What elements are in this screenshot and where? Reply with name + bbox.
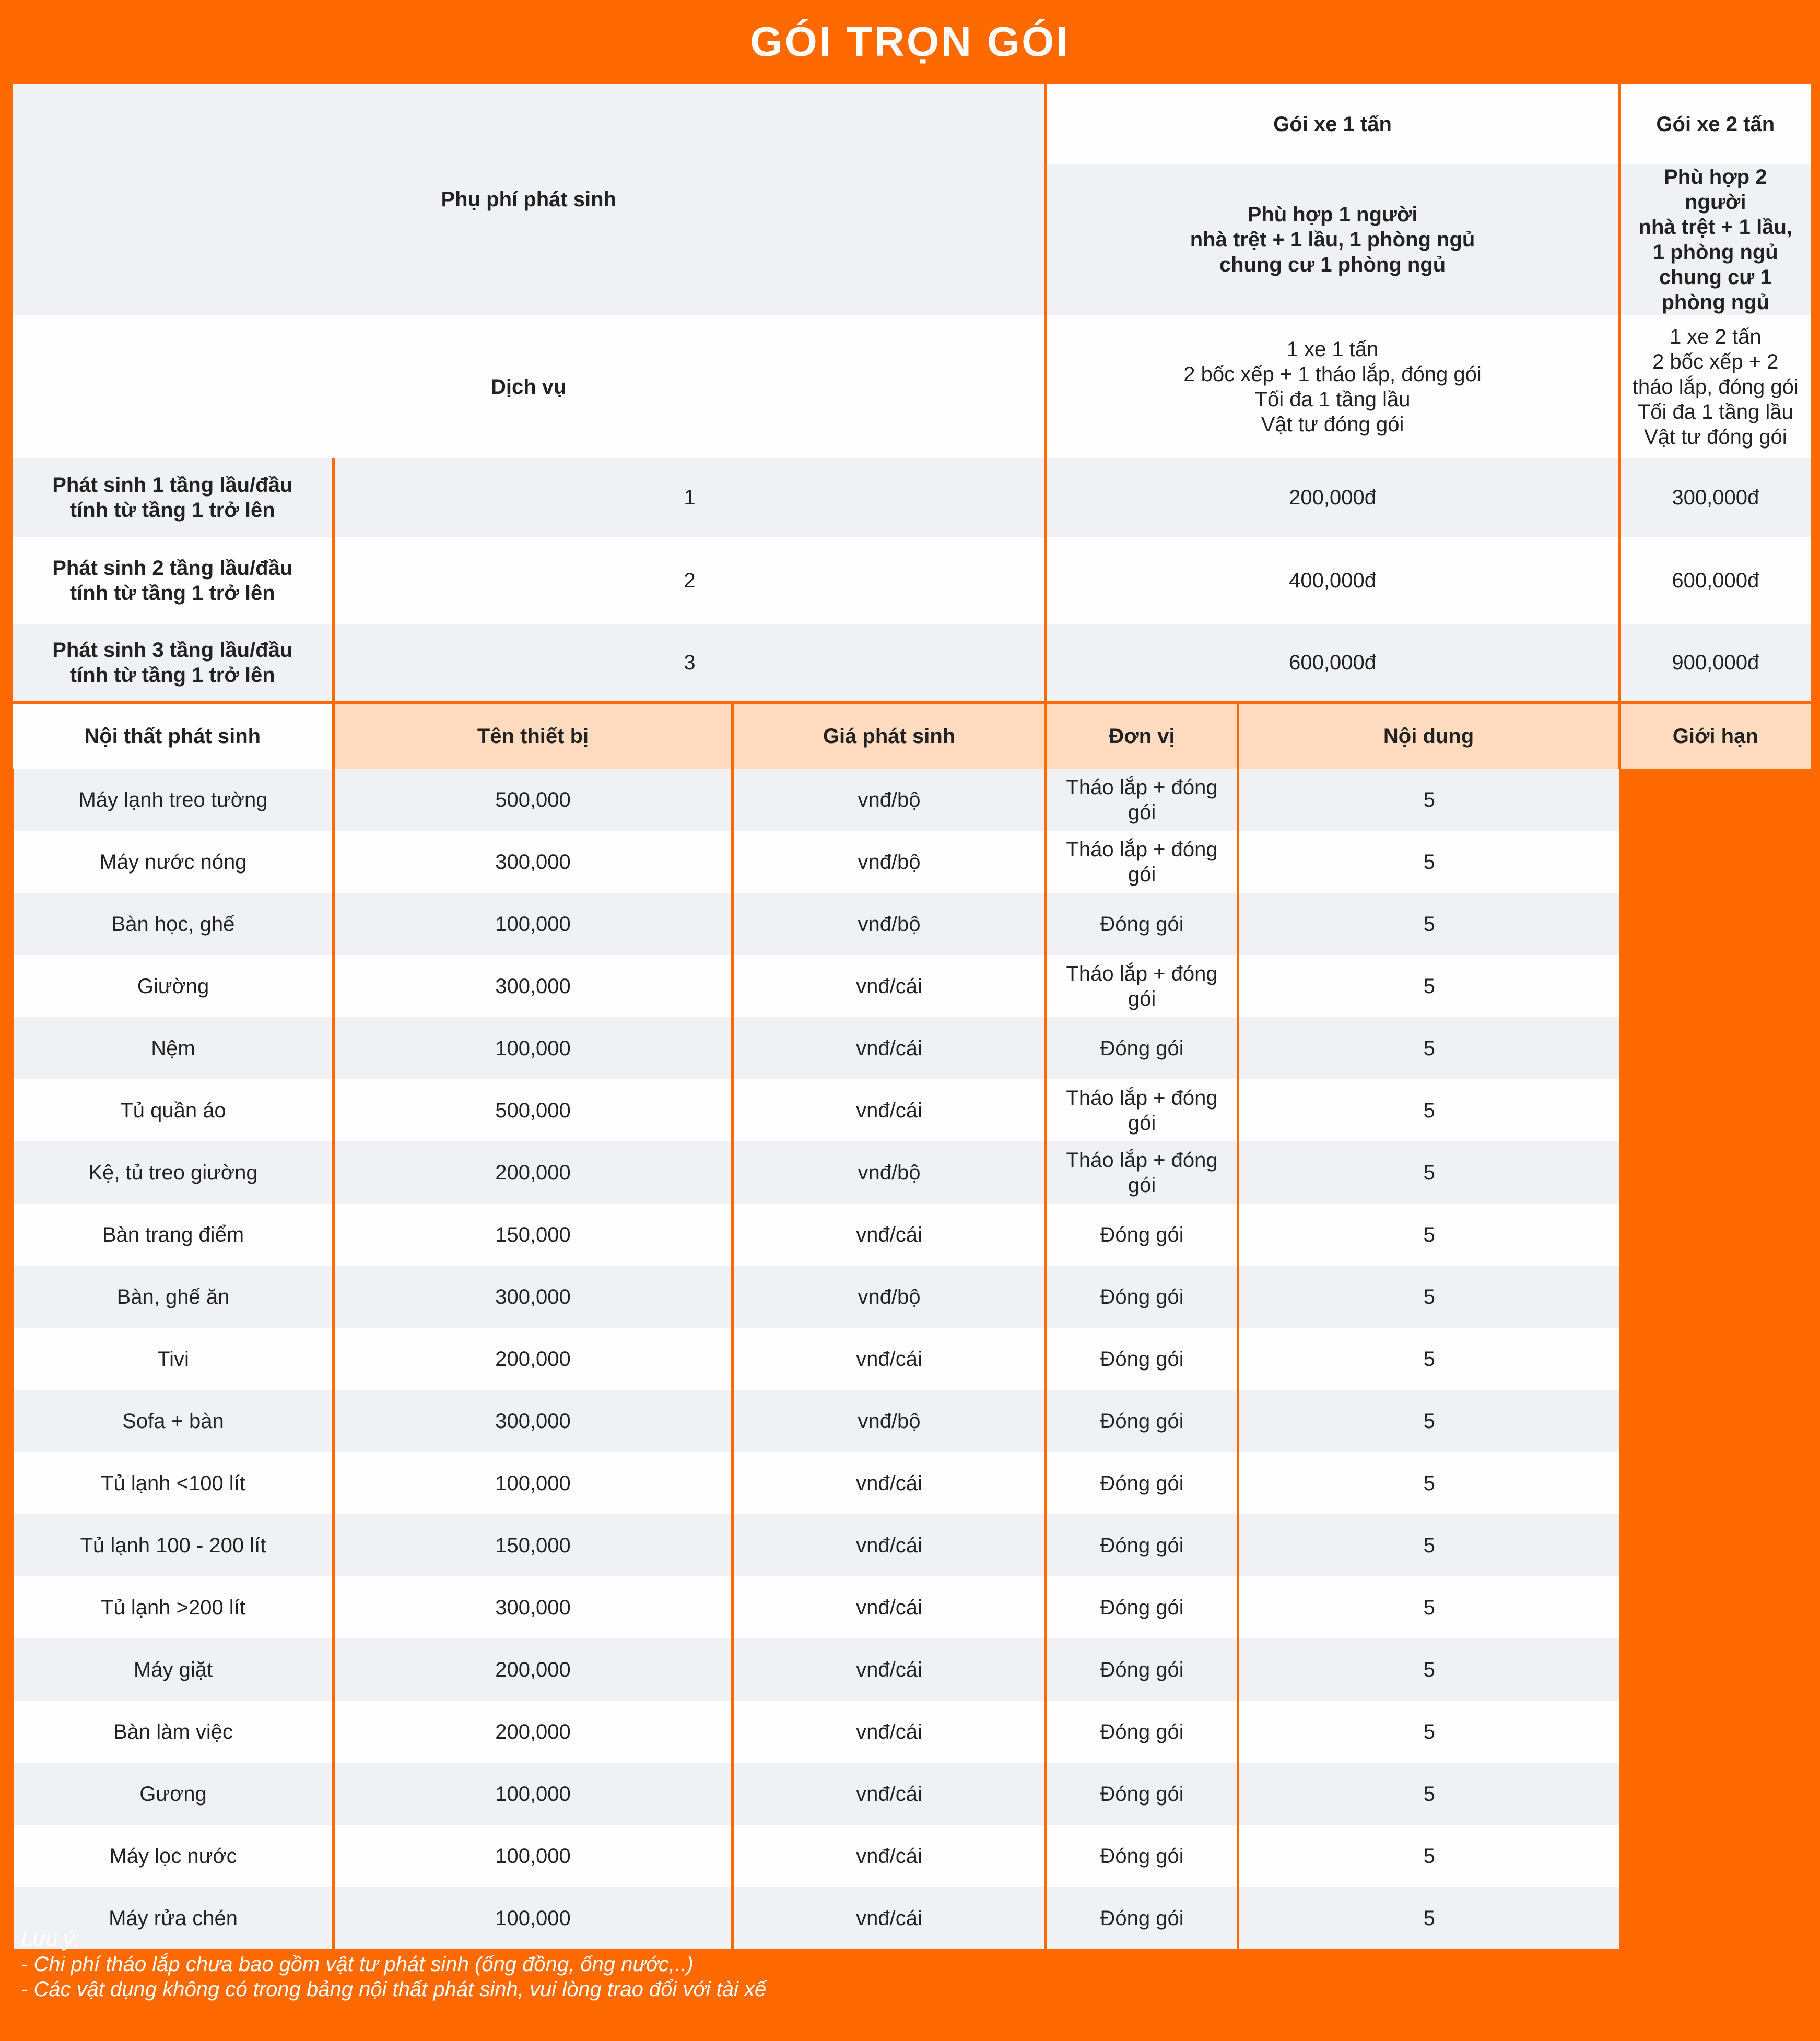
content: Đóng gói	[1046, 1266, 1238, 1328]
limit: 5	[1238, 1204, 1619, 1266]
extra-price: 100,000	[334, 1452, 733, 1514]
floor-count: 2	[334, 537, 1046, 624]
unit: vnđ/cái	[733, 1017, 1046, 1079]
content: Đóng gói	[1046, 1701, 1238, 1763]
unit: vnđ/cái	[733, 1452, 1046, 1514]
limit: 5	[1238, 1452, 1619, 1514]
extra-price: 200,000	[334, 1638, 733, 1701]
extra-price: 500,000	[334, 769, 733, 831]
floor-label: Phát sinh 2 tầng lầu/đầu tính từ tầng 1 trở lên	[52, 556, 293, 605]
limit: 5	[1238, 1701, 1619, 1763]
content: Tháo lắp + đóng gói	[1046, 831, 1238, 893]
limit: 5	[1238, 1390, 1619, 1452]
content: Đóng gói	[1046, 1452, 1238, 1514]
extra-price: 200,000	[334, 1328, 733, 1390]
furniture-row	[13, 1638, 1811, 1701]
furniture-row	[13, 769, 1811, 831]
content: Đóng gói	[1046, 1017, 1238, 1079]
device-name: Tivi	[13, 1328, 334, 1390]
device-name: Gương	[13, 1763, 334, 1825]
device-name: Tủ lạnh <100 lít	[13, 1452, 334, 1514]
pricing-table	[11, 84, 1811, 1949]
column-header-limit: Giới hạn	[1619, 702, 1811, 769]
device-name: Tủ lạnh >200 lít	[13, 1576, 334, 1638]
device-name: Kệ, tủ treo giường	[13, 1141, 334, 1204]
extra-price: 300,000	[334, 955, 733, 1017]
content: Đóng gói	[1046, 893, 1238, 955]
content: Đóng gói	[1046, 1328, 1238, 1390]
limit: 5	[1238, 1576, 1619, 1638]
extra-price: 300,000	[334, 1266, 733, 1328]
unit: vnđ/cái	[733, 1079, 1046, 1141]
device-name: Máy giặt	[13, 1638, 334, 1701]
limit: 5	[1238, 1079, 1619, 1141]
limit: 5	[1238, 893, 1619, 955]
extra-price: 500,000	[334, 1079, 733, 1141]
unit: vnđ/cái	[733, 1763, 1046, 1825]
content: Đóng gói	[1046, 1825, 1238, 1887]
content: Tháo lắp + đóng gói	[1046, 955, 1238, 1017]
extra-price: 100,000	[334, 1825, 733, 1887]
content: Tháo lắp + đóng gói	[1046, 1141, 1238, 1204]
floor-count: 1	[334, 458, 1046, 537]
limit: 5	[1238, 1638, 1619, 1701]
furniture-row	[13, 1141, 1811, 1204]
unit: vnđ/cái	[733, 1576, 1046, 1638]
device-name: Máy rửa chén	[13, 1887, 334, 1949]
content: Đóng gói	[1046, 1638, 1238, 1701]
content: Tháo lắp + đóng gói	[1046, 1079, 1238, 1141]
limit: 5	[1238, 1141, 1619, 1204]
device-name: Máy lọc nước	[13, 1825, 334, 1887]
unit: vnđ/bộ	[733, 769, 1046, 831]
unit: vnđ/cái	[733, 955, 1046, 1017]
column-header-price: Giá phát sinh	[733, 702, 1046, 769]
floor-price-1: 600,000đ	[1046, 624, 1619, 702]
unit: vnđ/cái	[733, 1825, 1046, 1887]
extra-price: 100,000	[334, 893, 733, 955]
content: Đóng gói	[1046, 1390, 1238, 1452]
furniture-section-label: Nội thất phát sinh	[13, 702, 334, 769]
furniture-row	[13, 1204, 1811, 1266]
limit: 5	[1238, 831, 1619, 893]
package-2-service: 1 xe 2 tấn 2 bốc xếp + 2 tháo lắp, đóng gói Tối đa 1 tầng lầu Vật tư đóng gói	[1619, 315, 1811, 458]
floor-row	[13, 458, 1811, 537]
device-name: Sofa + bàn	[13, 1390, 334, 1452]
furniture-row	[13, 1701, 1811, 1763]
notes	[21, 1927, 1796, 2002]
limit: 5	[1238, 1017, 1619, 1079]
unit: vnđ/bộ	[733, 831, 1046, 893]
limit: 5	[1238, 1266, 1619, 1328]
extra-price: 300,000	[334, 1576, 733, 1638]
extra-price: 300,000	[334, 1390, 733, 1452]
furniture-row	[13, 1079, 1811, 1141]
content: Tháo lắp + đóng gói	[1046, 769, 1238, 831]
furniture-row	[13, 1514, 1811, 1576]
floor-label: Phát sinh 3 tầng lầu/đầu tính từ tầng 1 trở lên	[52, 638, 293, 687]
content: Đóng gói	[1046, 1887, 1238, 1949]
floor-count: 3	[334, 624, 1046, 702]
content: Đóng gói	[1046, 1763, 1238, 1825]
floor-price-2: 600,000đ	[1619, 537, 1811, 624]
furniture-row	[13, 1328, 1811, 1390]
limit: 5	[1238, 769, 1619, 831]
furniture-row	[13, 1452, 1811, 1514]
device-name: Máy lạnh treo tường	[13, 769, 334, 831]
package-1-name: Gói xe 1 tấn	[1046, 84, 1619, 164]
device-name: Giường	[13, 955, 334, 1017]
unit: vnđ/cái	[733, 1204, 1046, 1266]
unit: vnđ/bộ	[733, 1390, 1046, 1452]
furniture-row	[13, 1266, 1811, 1328]
limit: 5	[1238, 1763, 1619, 1825]
floor-price-2: 300,000đ	[1619, 458, 1811, 537]
column-header-unit: Đơn vị	[1046, 702, 1238, 769]
package-1-service: 1 xe 1 tấn 2 bốc xếp + 1 tháo lắp, đóng gói Tối đa 1 tầng lầu Vật tư đóng gói	[1046, 315, 1619, 458]
unit: vnđ/bộ	[733, 893, 1046, 955]
unit: vnđ/cái	[733, 1328, 1046, 1390]
unit: vnđ/bộ	[733, 1266, 1046, 1328]
device-name: Tủ quần áo	[13, 1079, 334, 1141]
floor-price-1: 400,000đ	[1046, 537, 1619, 624]
note-item: - Các vật dụng không có trong bảng nội thất phát sinh, vui lòng trao đổi với tài xế	[21, 1978, 767, 2001]
extra-price: 150,000	[334, 1204, 733, 1266]
furniture-row	[13, 1763, 1811, 1825]
content: Đóng gói	[1046, 1576, 1238, 1638]
content: Đóng gói	[1046, 1204, 1238, 1266]
extra-price: 300,000	[334, 831, 733, 893]
extra-price: 100,000	[334, 1887, 733, 1949]
column-header-content: Nội dung	[1238, 702, 1619, 769]
floor-row	[13, 624, 1811, 702]
unit: vnđ/cái	[733, 1514, 1046, 1576]
extra-price: 200,000	[334, 1141, 733, 1204]
unit: vnđ/bộ	[733, 1141, 1046, 1204]
page-title: GÓI TRỌN GÓI	[750, 18, 1070, 65]
unit: vnđ/cái	[733, 1638, 1046, 1701]
floor-price-2: 900,000đ	[1619, 624, 1811, 702]
device-name: Bàn học, ghế	[13, 893, 334, 955]
furniture-row	[13, 1017, 1811, 1079]
device-name: Nệm	[13, 1017, 334, 1079]
furniture-row	[13, 955, 1811, 1017]
content: Đóng gói	[1046, 1514, 1238, 1576]
limit: 5	[1238, 1328, 1619, 1390]
floor-row	[13, 537, 1811, 624]
furniture-row	[13, 831, 1811, 893]
furniture-row	[13, 1825, 1811, 1887]
notes-heading: Lưu ý:	[21, 1928, 80, 1951]
floor-price-1: 200,000đ	[1046, 458, 1619, 537]
extra-price: 150,000	[334, 1514, 733, 1576]
furniture-row	[13, 893, 1811, 955]
surcharge-header: Phụ phí phát sinh	[13, 84, 1046, 315]
package-1-suitable: Phù hợp 1 người nhà trệt + 1 lầu, 1 phòng ngủ chung cư 1 phòng ngủ	[1046, 164, 1619, 315]
column-header-device: Tên thiết bị	[334, 702, 733, 769]
limit: 5	[1238, 1514, 1619, 1576]
limit: 5	[1238, 1887, 1619, 1949]
floor-label: Phát sinh 1 tầng lầu/đầu tính từ tầng 1 trở lên	[52, 474, 293, 522]
package-2-suitable: Phù hợp 2 người nhà trệt + 1 lầu, 1 phòng ngủ chung cư 1 phòng ngủ	[1619, 164, 1811, 315]
limit: 5	[1238, 1825, 1619, 1887]
extra-price: 100,000	[334, 1763, 733, 1825]
device-name: Máy nước nóng	[13, 831, 334, 893]
limit: 5	[1238, 955, 1619, 1017]
package-2-name: Gói xe 2 tấn	[1619, 84, 1811, 164]
note-item: - Chi phí tháo lắp chưa bao gồm vật tư phát sinh (ống đồng, ống nước,..)	[21, 1953, 694, 1976]
device-name: Bàn trang điểm	[13, 1204, 334, 1266]
extra-price: 200,000	[334, 1701, 733, 1763]
service-label: Dịch vụ	[13, 315, 1046, 458]
furniture-row	[13, 1576, 1811, 1638]
device-name: Tủ lạnh 100 - 200 lít	[13, 1514, 334, 1576]
furniture-row	[13, 1390, 1811, 1452]
unit: vnđ/cái	[733, 1887, 1046, 1949]
device-name: Bàn, ghế ăn	[13, 1266, 334, 1328]
extra-price: 100,000	[334, 1017, 733, 1079]
device-name: Bàn làm việc	[13, 1701, 334, 1763]
unit: vnđ/cái	[733, 1701, 1046, 1763]
